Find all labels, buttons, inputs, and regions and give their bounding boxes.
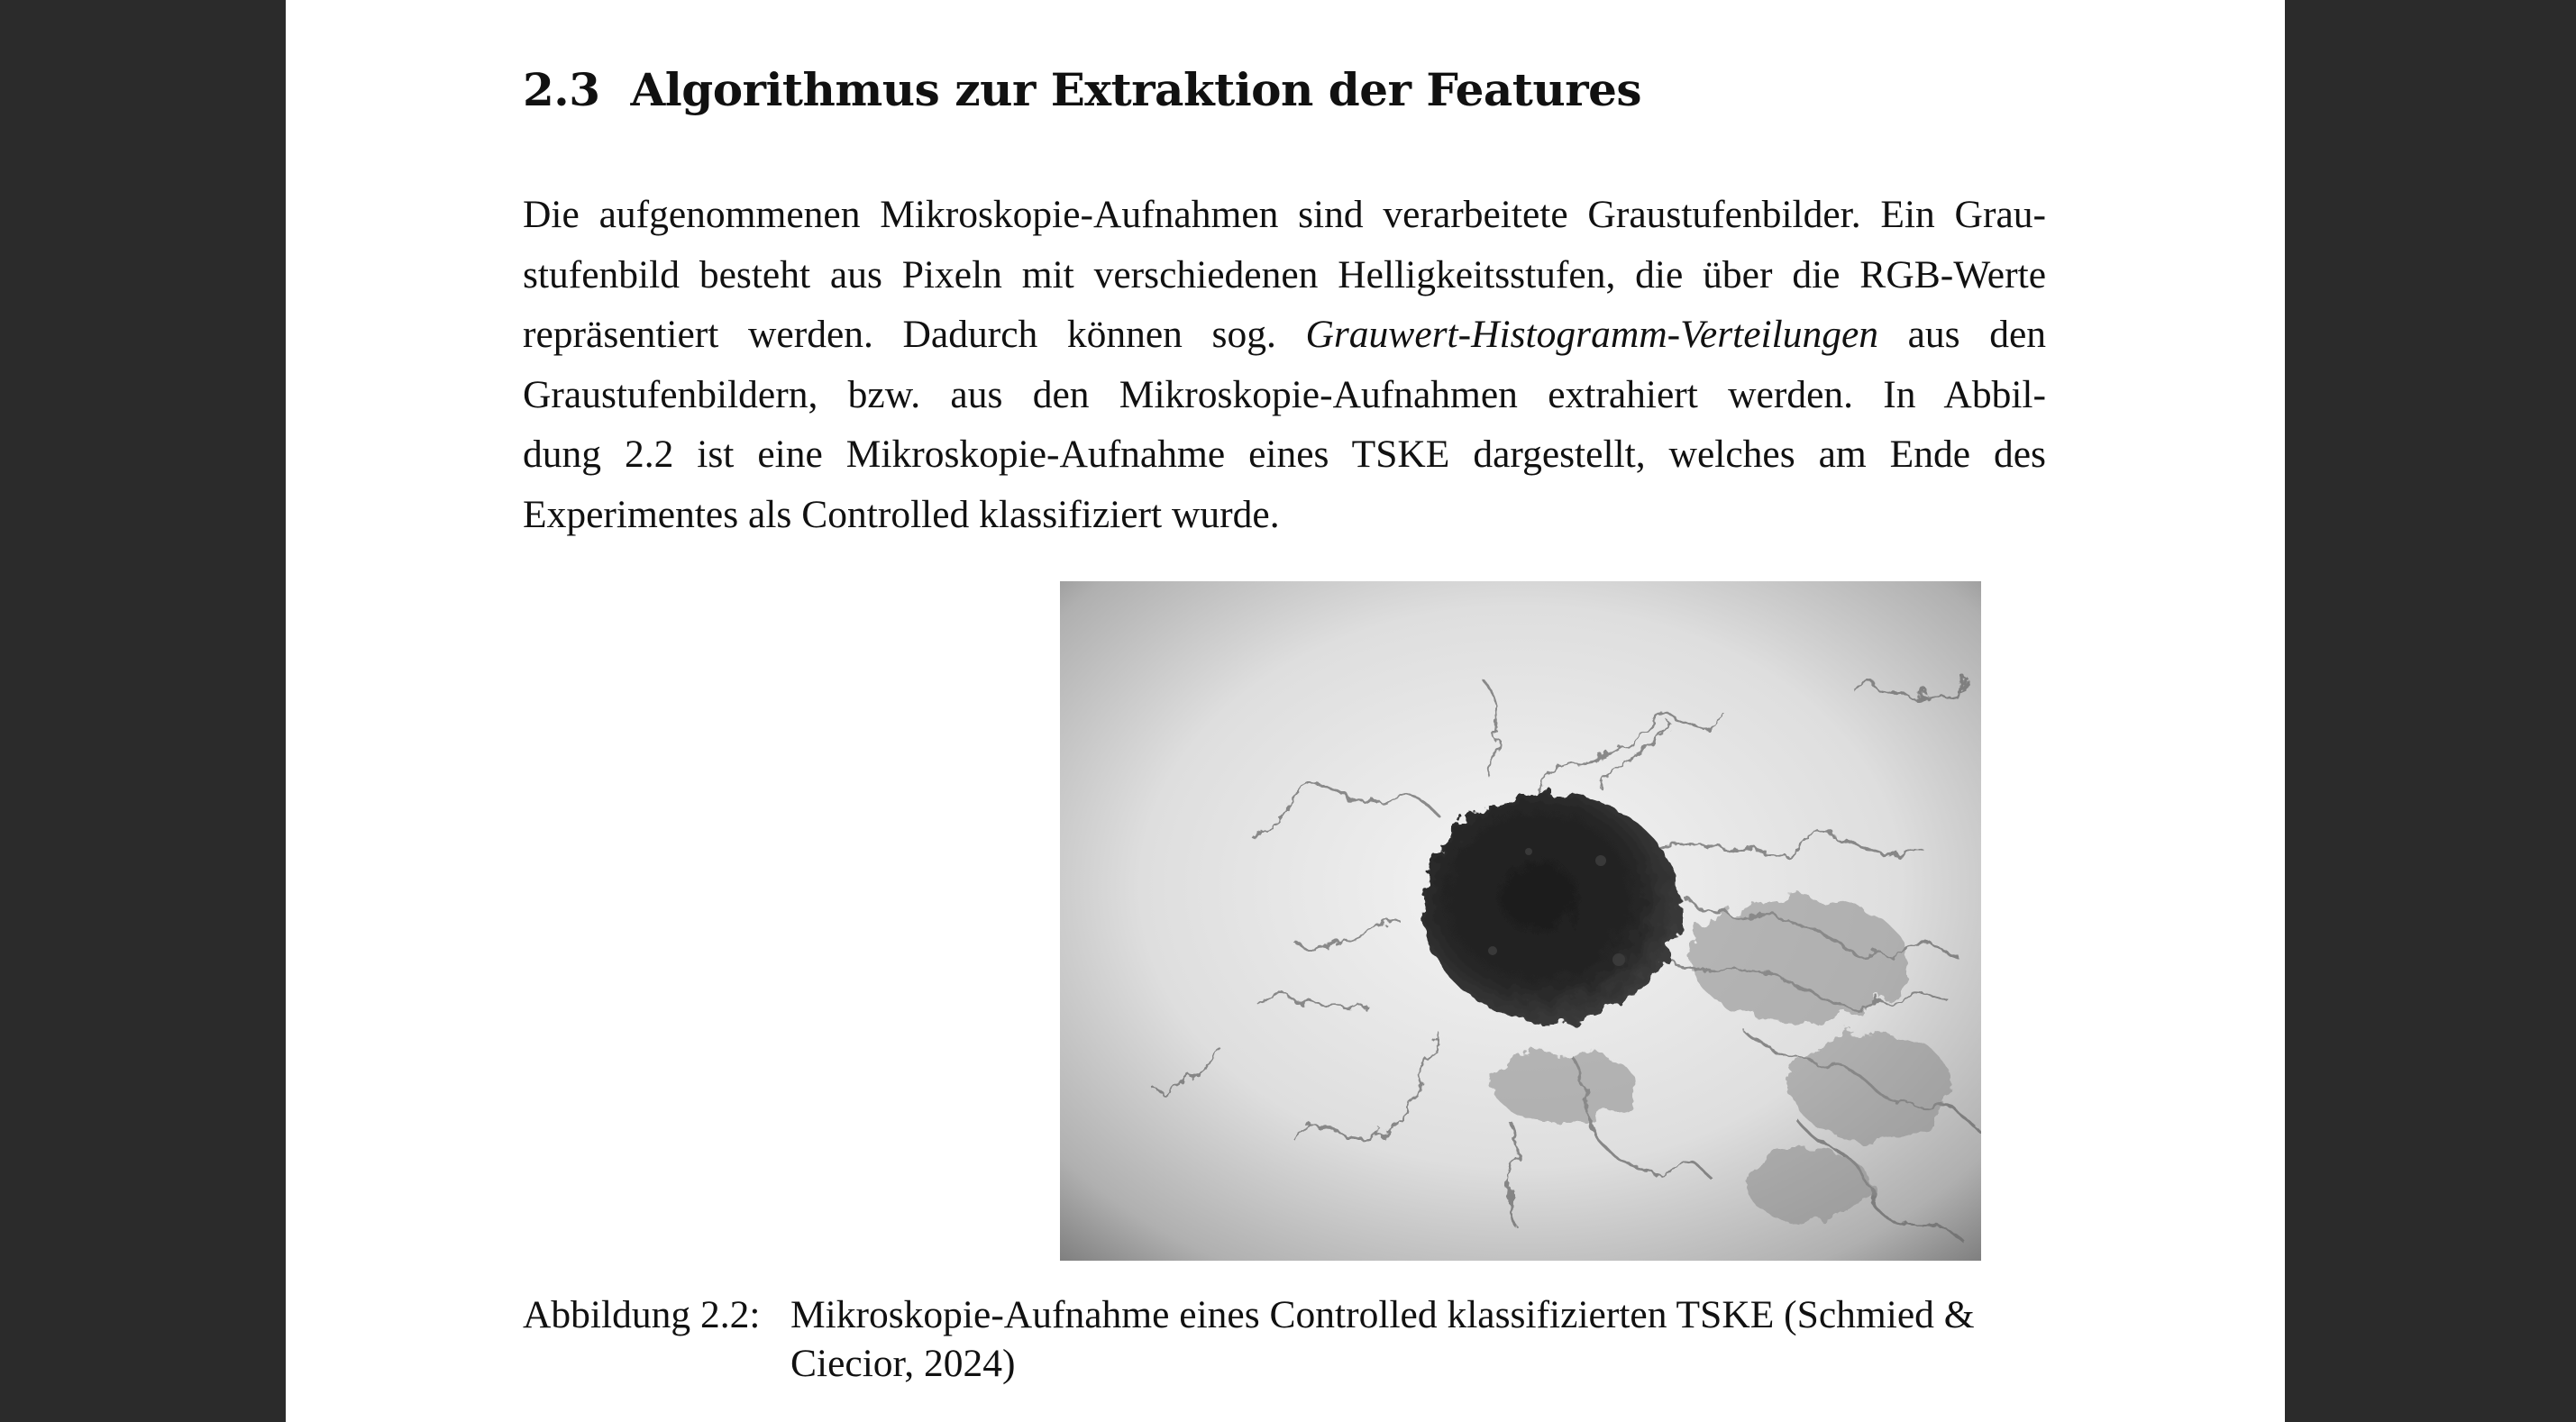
caption-line: Ciecior, 2024) <box>790 1342 1016 1385</box>
section-number: 2.3 <box>523 63 600 116</box>
paragraph-line: stufenbild besteht aus Pixeln mit verschiedenen Helligkeitsstufen, die über die RGB-Werte <box>523 252 2046 296</box>
paragraph-text: repräsentiert werden. Dadurch können sog. <box>523 313 1276 357</box>
emphasized-term: Grauwert-Histogramm-Verteilungen <box>1305 313 1878 357</box>
microscopy-image <box>1060 581 1981 1261</box>
body-paragraph <box>523 185 2046 545</box>
caption-line: Mikroskopie-Aufnahme eines Controlled klassifizierten TSKE (Schmied & <box>790 1293 1975 1336</box>
section-heading <box>523 63 1641 116</box>
paragraph-line <box>523 305 2046 365</box>
paragraph-line: Die aufgenommenen Mikroskopie-Aufnahmen sind verarbeitete Graustufenbilder. Ein Grau- <box>523 193 2046 236</box>
figure-label: Abbildung 2.2: <box>523 1293 761 1336</box>
section-title: Algorithmus zur Extraktion der Features <box>630 63 1642 116</box>
microscopy-image-graphic <box>1060 581 1981 1261</box>
document-page <box>286 0 2285 1422</box>
paragraph-text: aus den <box>1907 313 2047 357</box>
figure-caption-text <box>790 1290 2046 1388</box>
paragraph-line: dung 2.2 ist eine Mikroskopie-Aufnahme eines TSKE dargestellt, welches am Ende des <box>523 433 2046 477</box>
paragraph-line: Experimentes als Controlled klassifiziert wurde. <box>523 492 1280 536</box>
paragraph-line: Graustufenbildern, bzw. aus den Mikroskopie-Aufnahmen extrahiert werden. In Abbil- <box>523 372 2046 416</box>
